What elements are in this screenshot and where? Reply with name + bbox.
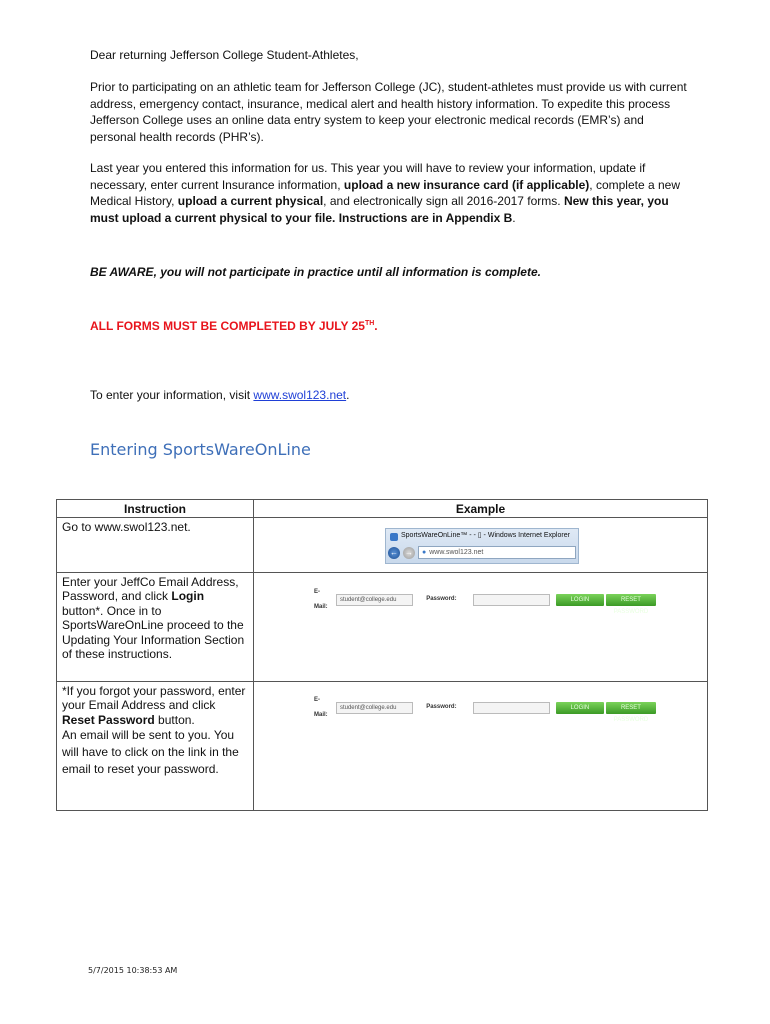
visit-text xyxy=(90,387,690,404)
browser-screenshot xyxy=(385,528,579,564)
row3-text-2: button. xyxy=(154,712,195,727)
deadline-superscript: TH xyxy=(364,320,375,327)
header-instruction: Instruction xyxy=(57,500,254,518)
login-button: LOGIN xyxy=(556,594,604,606)
table-row xyxy=(57,517,708,572)
password-label: Password: xyxy=(426,596,457,603)
instruction-cell xyxy=(57,572,254,681)
reset-password-button: RESET PASSWORD xyxy=(606,702,656,714)
instructions-paragraph xyxy=(90,160,690,226)
visit-prefix: To enter your information, visit xyxy=(90,388,254,402)
email-label: E-Mail: xyxy=(314,697,328,718)
example-cell xyxy=(254,681,708,810)
login-form-screenshot xyxy=(314,589,656,615)
row2-bold-login: Login xyxy=(171,589,205,603)
header-example: Example xyxy=(254,500,708,518)
para2-bold-physical: upload a current physical xyxy=(177,194,324,208)
example-cell xyxy=(254,572,708,681)
greeting: Dear returning Jefferson College Student-Athletes, xyxy=(90,48,359,62)
section-title: Entering SportsWareOnLine xyxy=(90,440,311,459)
row2-text-2: button*. Once in to SportsWareOnLine proceed to the Updating Your Information Section of these instructions. xyxy=(62,603,245,661)
row3-bold-reset: Reset Password xyxy=(62,712,155,727)
email-field: student@college.edu xyxy=(336,594,413,606)
swol-link[interactable]: www.swol123.net xyxy=(253,388,347,402)
instruction-cell: Go to www.swol123.net. xyxy=(57,517,254,572)
para2-bold-new-this-year: New this year, you must upload a current physical to your file. Instructions are in Appendix B xyxy=(90,194,669,225)
reset-note: An email will be sent to you. You will have to click on the link in the email to reset your password. xyxy=(62,728,239,776)
reset-password-button: RESET PASSWORD xyxy=(606,594,656,606)
table-row xyxy=(57,681,708,810)
visit-suffix: . xyxy=(346,388,350,402)
login-form-screenshot xyxy=(314,697,656,723)
para2-text-g: . xyxy=(512,210,516,225)
instruction-cell xyxy=(57,681,254,810)
forward-arrow-icon: → xyxy=(405,547,413,557)
deadline-end: . xyxy=(374,319,378,333)
browser-titlebar xyxy=(390,531,574,543)
example-cell xyxy=(254,517,708,572)
warning-text: BE AWARE, you will not participate in practice until all information is complete. xyxy=(90,265,541,279)
intro-paragraph: Prior to participating on an athletic team for Jefferson College (JC), student-athletes must provide us with current address, emergency contact, insurance, medical alert and health history information. To expedite this process Jefferson College uses an online data entry system to keep your electronic medical records (EMR’s) and personal health records (PHR’s). xyxy=(90,80,687,144)
row2-text-1: Enter your JeffCo Email Address, Password, and click xyxy=(62,574,239,603)
password-field xyxy=(473,594,550,606)
address-bar xyxy=(418,546,576,559)
back-arrow-icon: ← xyxy=(390,547,398,557)
para2-text-c: , complete a new Medical History, xyxy=(90,177,681,208)
browser-window-title: SportsWareOnLine™ - - ▯ - Windows Internet Explorer xyxy=(401,532,570,540)
para2-text-e: , and electronically sign all 2016-2017 forms. xyxy=(323,194,564,208)
deadline-main: ALL FORMS MUST BE COMPLETED BY JULY 25 xyxy=(90,319,365,333)
login-button: LOGIN xyxy=(556,702,604,714)
page-icon xyxy=(390,533,398,541)
browser-navbar xyxy=(388,545,576,561)
password-field xyxy=(473,702,550,714)
para2-text-a: Last year you entered this information for us. This year you will have to review your information, update if necessary, enter current Insurance information, xyxy=(90,161,646,192)
address-bar-url: www.swol123.net xyxy=(429,549,484,556)
footer-timestamp: 5/7/2015 10:38:53 AM xyxy=(88,966,178,975)
instruction-table xyxy=(56,499,708,811)
email-field: student@college.edu xyxy=(336,702,413,714)
row3-text-1: *If you forgot your password, enter your Email Address and click xyxy=(62,683,246,712)
table-header-row xyxy=(57,500,708,518)
email-label: E-Mail: xyxy=(314,589,328,610)
deadline-text xyxy=(90,316,690,335)
password-label: Password: xyxy=(426,704,457,711)
para2-bold-insurance: upload a new insurance card (if applicable) xyxy=(343,177,590,192)
table-row xyxy=(57,572,708,681)
globe-icon: ● xyxy=(422,549,427,556)
